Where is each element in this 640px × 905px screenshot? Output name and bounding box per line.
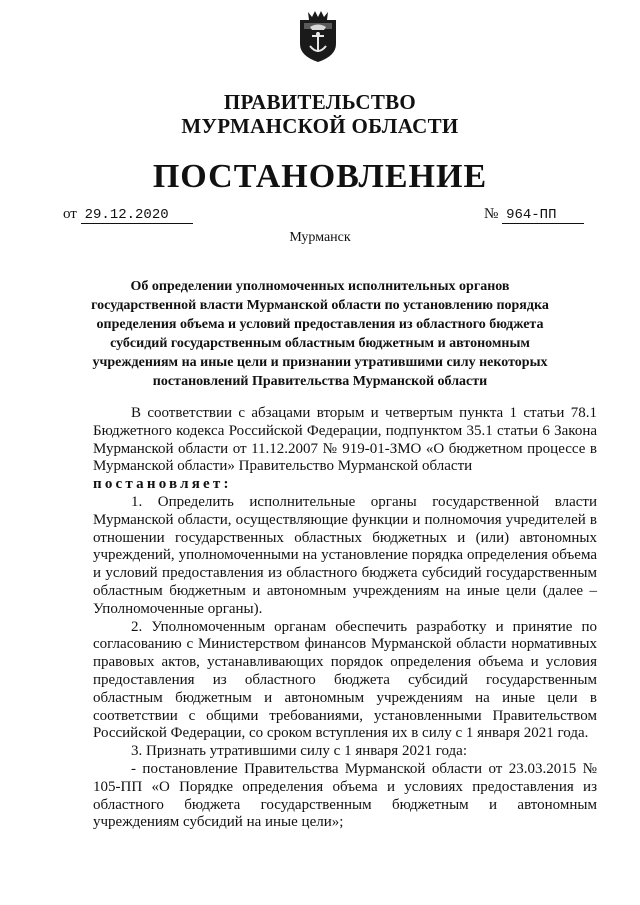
date-prefix: от	[63, 206, 77, 222]
number-prefix: №	[484, 206, 499, 222]
coat-of-arms-icon	[296, 8, 340, 64]
paragraph-3: 3. Признать утратившими силу с 1 января 2021 года:	[131, 743, 467, 760]
government-name-line1: ПРАВИТЕЛЬСТВО	[223, 90, 417, 114]
document-title: Об определении уполномоченных исполнительных органов государственной власти Мурманской области по установлению порядка определения объема и условий предоставления из областного бюджета субсидий государственным областным бюджетным и автономным учреждениям на иные цели и признании утратившими силу некоторых постановлений Правительства Мурманской области	[91, 279, 549, 389]
resolves-word: постановляет:	[93, 476, 232, 493]
intro-paragraph: В соответствии с абзацами вторым и четвертым пункта 1 статьи 78.1 Бюджетного кодекса Российской Федерации, подпунктом 35.1 статьи 6 Закона Мурманской области от 11.12.2007 № 919-01-ЗМО «О бюджетном процессе в Мурманской области» Правительство Мурманской области	[93, 405, 597, 475]
number-row	[484, 206, 584, 224]
paragraph-4: - постановление Правительства Мурманской области от 23.03.2015 № 105-ПП «О Порядке определения объема и условиях предоставления из областного бюджета государственным бюджетным и автономным учреждениям субсидий на иные цели»;	[93, 760, 597, 831]
city: Мурманск	[289, 230, 351, 245]
document-body	[93, 405, 597, 832]
date-row	[63, 206, 193, 224]
government-name-line2: МУРМАНСКОЙ ОБЛАСТИ	[181, 114, 459, 138]
resolves-line	[93, 476, 597, 494]
paragraph-2: 2. Уполномоченным органам обеспечить разработку и принятие по согласованию с Министерством финансов Мурманской области нормативных правовых актов, устанавливающих порядок определения объема и условия предоставления из областного бюджета субсидий государственным областным бюджетным и автономным учреждениям на иные цели в соответствии с общими требованиями, установленными Правительством Российской Федерации, со сроком вступления их в силу с 1 января 2021 года.	[93, 618, 597, 742]
document-date: 29.12.2020	[81, 207, 193, 224]
document-number: 964-ПП	[502, 207, 584, 224]
paragraph-1: 1. Определить исполнительные органы государственной власти Мурманской области, осуществляющие функции и полномочия учредителей в отношении государственных областных бюджетных и (или) автономных учреждений, уполномоченными на установление порядка определения объема и условий предоставления из областного бюджета субсидий государственным областным бюджетным и автономным учреждениям на иные цели (далее – Уполномоченные органы).	[93, 493, 597, 617]
document-type: ПОСТАНОВЛЕНИЕ	[152, 158, 488, 195]
